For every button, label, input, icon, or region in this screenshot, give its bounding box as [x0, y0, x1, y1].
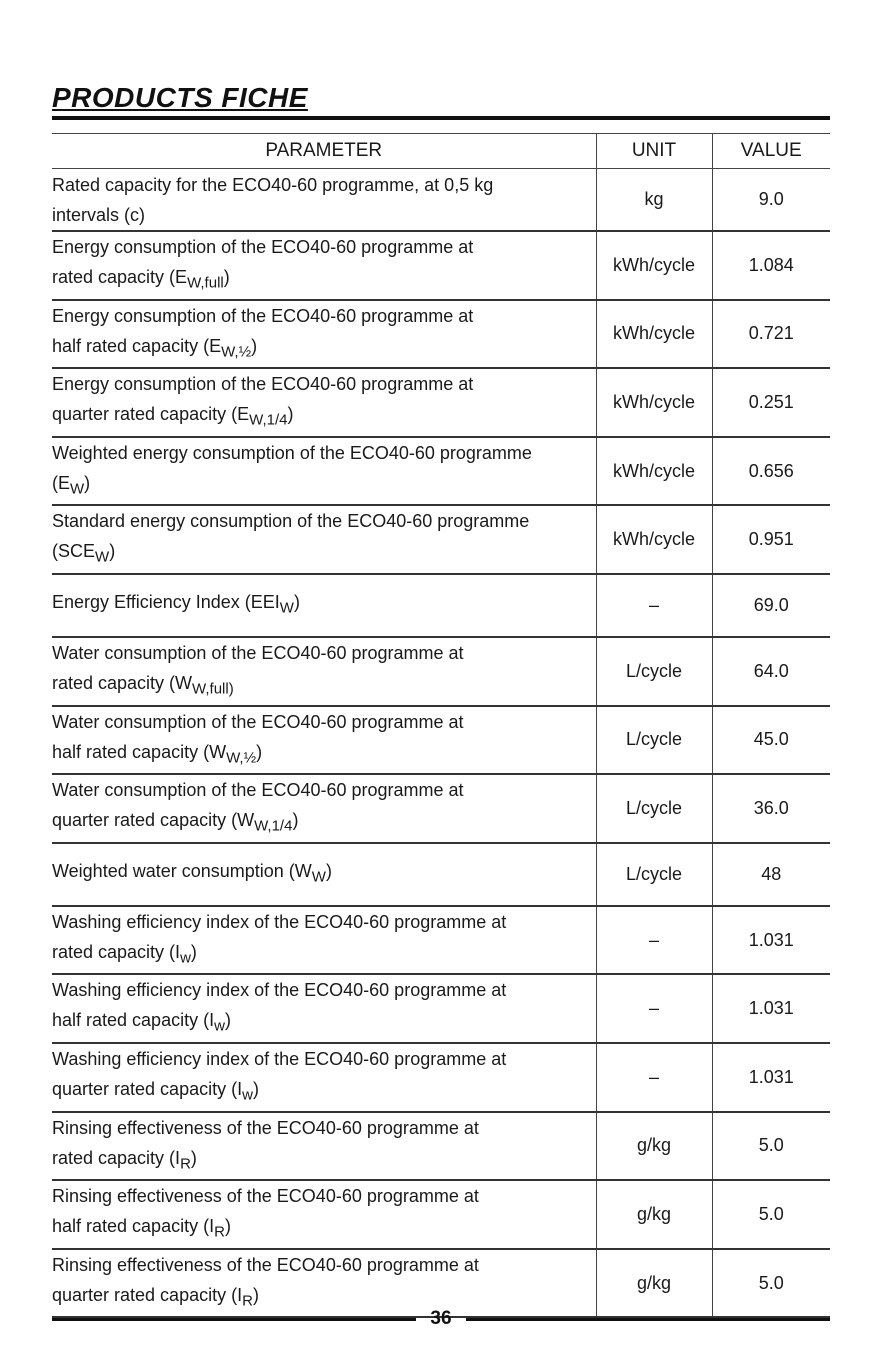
title-bar — [52, 82, 830, 120]
unit-cell: L/cycle — [596, 706, 712, 775]
table-row — [52, 774, 830, 843]
header-value: VALUE — [712, 134, 830, 169]
value-cell: 5.0 — [712, 1180, 830, 1249]
parameter-tail: ) — [252, 1284, 259, 1305]
parameter-tail: ) — [251, 335, 258, 356]
parameter-line2 — [52, 805, 596, 842]
value-cell: 64.0 — [712, 637, 830, 706]
parameter-line1: Water consumption of the ECO40-60 programme at — [52, 642, 464, 663]
table-header-row — [52, 134, 830, 169]
parameter-tail: ) — [224, 1010, 231, 1031]
parameter-cell — [52, 505, 596, 574]
page-number: 36 — [430, 1308, 452, 1329]
parameter-line1: Washing efficiency index of the ECO40-60 programme at — [52, 1048, 507, 1069]
parameter-line2-text: rated capacity (I — [52, 1147, 181, 1168]
parameter-line2-text: half rated capacity (I — [52, 1010, 215, 1031]
unit-cell: kWh/cycle — [596, 231, 712, 300]
table-row — [52, 637, 830, 706]
parameter-cell — [52, 774, 596, 843]
table-row — [52, 368, 830, 437]
value-cell: 45.0 — [712, 706, 830, 775]
unit-cell: kWh/cycle — [596, 437, 712, 506]
parameter-line1: Washing efficiency index of the ECO40-60 programme at — [52, 911, 507, 932]
parameter-line2-text: half rated capacity (E — [52, 335, 222, 356]
table-row — [52, 574, 830, 637]
parameter-subscript: W,1/4 — [254, 817, 293, 835]
parameter-cell — [52, 169, 596, 232]
parameter-line2-text: rated capacity (W — [52, 672, 193, 693]
unit-cell: L/cycle — [596, 774, 712, 843]
unit-cell: kWh/cycle — [596, 505, 712, 574]
unit-cell: g/kg — [596, 1180, 712, 1249]
parameter-cell — [52, 231, 596, 300]
table-row — [52, 505, 830, 574]
unit-cell: – — [596, 1043, 712, 1112]
value-cell: 1.031 — [712, 974, 830, 1043]
parameter-line2 — [52, 331, 596, 368]
parameter-subscript: W,full — [187, 274, 224, 292]
parameter-cell — [52, 906, 596, 975]
table-row — [52, 706, 830, 775]
parameter-subscript: W — [95, 548, 110, 566]
page-title: PRODUCTS FICHE — [52, 82, 308, 113]
footer-rule-left — [52, 1318, 416, 1321]
parameter-line2 — [52, 399, 596, 436]
parameter-cell — [52, 437, 596, 506]
table-row — [52, 906, 830, 975]
parameter-tail: ) — [256, 741, 263, 762]
unit-cell: kWh/cycle — [596, 300, 712, 369]
unit-cell: kWh/cycle — [596, 368, 712, 437]
products-fiche-table — [52, 133, 830, 1318]
parameter-line1: Water consumption of the ECO40-60 programme at — [52, 780, 464, 801]
value-cell: 0.721 — [712, 300, 830, 369]
table-row — [52, 1112, 830, 1181]
parameter-tail: ) — [252, 1078, 259, 1099]
parameter-line1: Energy consumption of the ECO40-60 programme at — [52, 374, 474, 395]
parameter-subscript: R — [242, 1292, 253, 1310]
parameter-line1: Weighted energy consumption of the ECO40-60 programme — [52, 442, 532, 463]
footer-rule-right — [466, 1318, 830, 1321]
parameter-text: Weighted water consumption (W — [52, 860, 312, 881]
parameter-cell — [52, 1249, 596, 1318]
parameter-line2 — [52, 1005, 596, 1042]
parameter-line2-text: intervals (c) — [52, 204, 146, 225]
parameter-line2 — [52, 468, 596, 505]
parameter-subscript: w — [180, 949, 191, 967]
value-cell: 1.031 — [712, 906, 830, 975]
parameter-line2-text: (E — [52, 472, 70, 493]
value-cell: 48 — [712, 843, 830, 906]
unit-cell: g/kg — [596, 1112, 712, 1181]
unit-cell: – — [596, 974, 712, 1043]
parameter-line1: Standard energy consumption of the ECO40-60 programme — [52, 511, 530, 532]
parameter-line2-text: quarter rated capacity (I — [52, 1284, 243, 1305]
parameter-line2 — [52, 200, 596, 230]
unit-cell: L/cycle — [596, 843, 712, 906]
value-cell: 1.084 — [712, 231, 830, 300]
parameter-line2-text: (SCE — [52, 541, 96, 562]
value-cell: 69.0 — [712, 574, 830, 637]
parameter-subscript: W — [70, 480, 85, 498]
parameter-tail: ) — [223, 267, 230, 287]
parameter-subscript: R — [180, 1155, 191, 1173]
parameter-tail: ) — [190, 941, 197, 962]
header-unit: UNIT — [596, 134, 712, 169]
parameter-cell — [52, 574, 596, 637]
parameter-line2 — [52, 737, 596, 774]
parameter-subscript: W — [311, 868, 326, 886]
parameter-cell — [52, 843, 596, 906]
table-row — [52, 437, 830, 506]
parameter-tail: ) — [84, 472, 91, 493]
parameter-tail: ) — [292, 810, 299, 831]
parameter-cell — [52, 1112, 596, 1181]
parameter-line2 — [52, 1280, 596, 1317]
parameter-tail: ) — [293, 592, 300, 613]
parameter-cell — [52, 706, 596, 775]
parameter-tail: ) — [287, 404, 294, 425]
table-row — [52, 974, 830, 1043]
parameter-cell — [52, 1180, 596, 1249]
value-cell: 0.251 — [712, 368, 830, 437]
parameter-line1: Rated capacity for the ECO40-60 programme, at 0,5 kg — [52, 174, 494, 195]
value-cell: 36.0 — [712, 774, 830, 843]
parameter-tail: ) — [224, 1216, 231, 1237]
parameter-line1: Rinsing effectiveness of the ECO40-60 programme at — [52, 1186, 479, 1207]
table-row — [52, 169, 830, 232]
parameter-text: Energy Efficiency Index (EEI — [52, 592, 280, 613]
parameter-line2 — [52, 668, 596, 705]
value-cell: 5.0 — [712, 1249, 830, 1318]
parameter-line2 — [52, 1143, 596, 1180]
parameter-cell — [52, 300, 596, 369]
parameter-line2 — [52, 536, 596, 573]
unit-cell: kg — [596, 169, 712, 232]
parameter-tail: ) — [325, 860, 332, 881]
parameter-cell — [52, 974, 596, 1043]
parameter-tail: ) — [109, 541, 116, 562]
parameter-subscript: R — [214, 1223, 225, 1241]
parameter-subscript: W,½ — [221, 343, 252, 361]
unit-cell: g/kg — [596, 1249, 712, 1318]
parameter-line2 — [52, 1074, 596, 1111]
value-cell: 9.0 — [712, 169, 830, 232]
parameter-subscript: W,full) — [192, 680, 234, 698]
unit-cell: – — [596, 906, 712, 975]
parameter-line1: Rinsing effectiveness of the ECO40-60 programme at — [52, 1117, 479, 1138]
parameter-line2-text: rated capacity (I — [52, 941, 181, 962]
parameter-subscript: W,½ — [226, 749, 257, 767]
parameter-line2-text: quarter rated capacity (E — [52, 404, 250, 425]
parameter-line2-text: half rated capacity (W — [52, 741, 227, 762]
parameter-cell — [52, 368, 596, 437]
table-row — [52, 1180, 830, 1249]
parameter-line1: Washing efficiency index of the ECO40-60 programme at — [52, 980, 507, 1001]
unit-cell: – — [596, 574, 712, 637]
parameter-line1: Energy consumption of the ECO40-60 programme at — [52, 237, 474, 257]
parameter-line2 — [52, 262, 596, 299]
parameter-line2-text: half rated capacity (I — [52, 1216, 215, 1237]
parameter-line1: Water consumption of the ECO40-60 programme at — [52, 711, 464, 732]
parameter-subscript: w — [242, 1086, 253, 1104]
table-row — [52, 843, 830, 906]
parameter-subscript: W,1/4 — [249, 411, 288, 429]
parameter-line2-text: rated capacity (E — [52, 267, 188, 287]
value-cell: 1.031 — [712, 1043, 830, 1112]
parameter-line1: Rinsing effectiveness of the ECO40-60 programme at — [52, 1254, 479, 1275]
value-cell: 5.0 — [712, 1112, 830, 1181]
parameter-cell — [52, 637, 596, 706]
table-row — [52, 231, 830, 300]
table-row — [52, 300, 830, 369]
unit-cell: L/cycle — [596, 637, 712, 706]
parameter-line2 — [52, 1211, 596, 1248]
parameter-line2-text: quarter rated capacity (I — [52, 1078, 243, 1099]
parameter-cell — [52, 1043, 596, 1112]
parameter-line — [52, 587, 596, 624]
parameter-line2 — [52, 937, 596, 974]
parameter-line2-text: quarter rated capacity (W — [52, 810, 255, 831]
table-row — [52, 1043, 830, 1112]
header-parameter: PARAMETER — [52, 134, 596, 169]
parameter-line — [52, 856, 596, 893]
value-cell: 0.656 — [712, 437, 830, 506]
parameter-tail: ) — [190, 1147, 197, 1168]
parameter-subscript: W — [279, 599, 294, 617]
parameter-subscript: w — [214, 1017, 225, 1035]
parameter-line1: Energy consumption of the ECO40-60 programme at — [52, 305, 474, 326]
value-cell: 0.951 — [712, 505, 830, 574]
